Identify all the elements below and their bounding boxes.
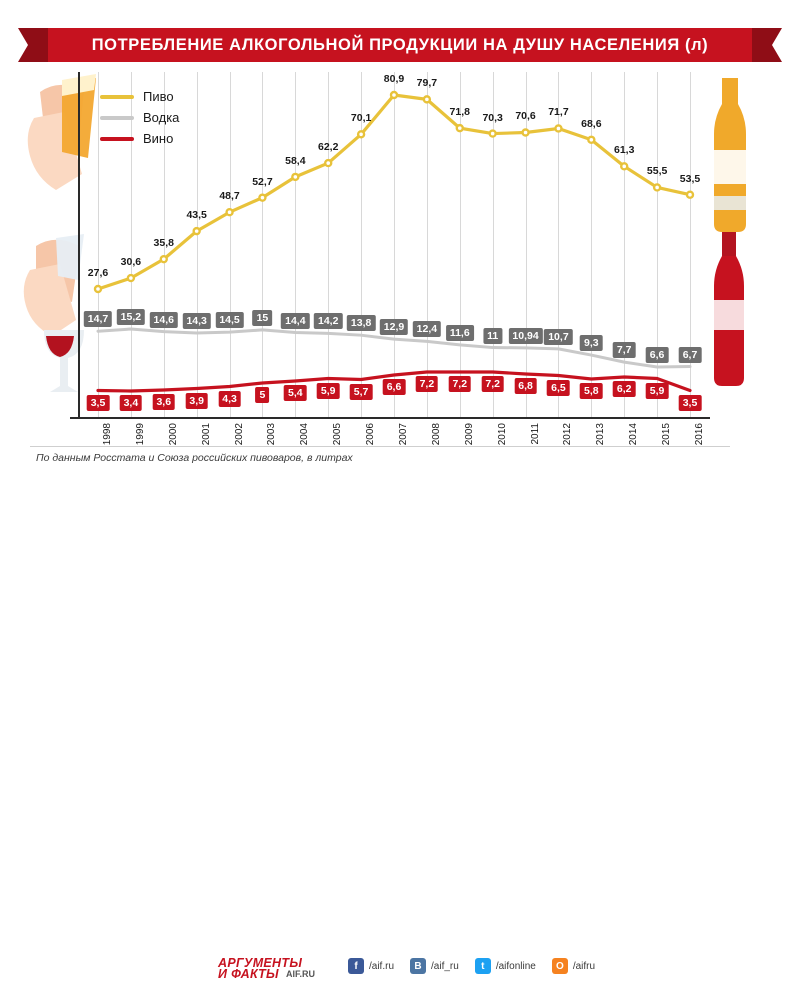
x-tick-label: 1999: [134, 423, 146, 446]
value-label: 6,5: [547, 380, 570, 396]
value-label: 7,2: [416, 376, 439, 392]
gridline: [98, 72, 99, 417]
value-label: 13,8: [347, 315, 375, 331]
value-label: 6,6: [646, 347, 669, 363]
aif-logo[interactable]: [218, 956, 333, 982]
odnoklassniki-icon: O: [552, 958, 568, 974]
value-label: 14,4: [281, 313, 309, 329]
value-label: 10,94: [508, 328, 542, 344]
logo-line-2: И ФАКТЫ: [218, 967, 279, 981]
value-label: 10,7: [544, 329, 572, 345]
title-ribbon-left: [18, 28, 48, 62]
value-label: 35,8: [153, 237, 174, 250]
value-label: 43,5: [186, 209, 207, 222]
x-tick-label: 2009: [463, 423, 475, 446]
gridline: [262, 72, 263, 417]
value-label: 6,8: [514, 378, 537, 394]
gridline: [295, 72, 296, 417]
value-label: 62,2: [318, 141, 339, 154]
value-label: 6,6: [383, 379, 406, 395]
title-banner: [18, 28, 782, 62]
social-handle: /aif_ru: [431, 960, 459, 972]
value-label: 6,2: [613, 381, 636, 397]
gridline: [657, 72, 658, 417]
social-links: [348, 958, 595, 974]
value-label: 27,6: [87, 267, 109, 279]
x-tick-label: 2005: [332, 423, 344, 446]
value-label: 4,3: [218, 391, 241, 407]
legend-label: Водка: [143, 110, 180, 125]
social-link[interactable]: [475, 958, 536, 974]
value-label: 3,5: [87, 395, 110, 411]
gridline: [328, 72, 329, 417]
gridline: [394, 72, 395, 417]
value-label: 15,2: [117, 309, 145, 325]
value-label: 70,1: [350, 112, 372, 125]
legend-swatch: [100, 116, 134, 120]
x-axis: [70, 417, 710, 419]
x-tick-label: 2006: [365, 423, 377, 446]
legend: [100, 86, 179, 149]
y-axis: [78, 72, 80, 419]
social-link[interactable]: [348, 958, 394, 974]
social-link[interactable]: [410, 958, 459, 974]
value-label: 70,6: [515, 110, 536, 123]
gridline: [690, 72, 691, 417]
title-ribbon-right: [752, 28, 782, 62]
value-label: 71,7: [548, 106, 569, 119]
value-label: 3,4: [120, 395, 143, 411]
value-label: 11: [483, 328, 502, 344]
twitter-icon: t: [475, 958, 491, 974]
footer-bar: [18, 474, 782, 981]
value-label: 71,8: [449, 106, 470, 119]
value-label: 5: [256, 387, 270, 403]
x-tick-label: 2013: [595, 423, 607, 446]
value-label: 61,3: [614, 144, 635, 157]
value-label: 14,6: [150, 312, 178, 328]
gridline: [427, 72, 428, 417]
legend-label: Вино: [143, 131, 174, 146]
value-label: 14,2: [314, 313, 342, 329]
value-label: 3,9: [185, 393, 208, 409]
value-label: 79,7: [416, 77, 438, 90]
legend-item[interactable]: [100, 86, 179, 107]
legend-item[interactable]: [100, 107, 179, 128]
legend-swatch: [100, 95, 134, 99]
logo-suffix: AIF.RU: [286, 969, 315, 979]
value-label: 5,7: [350, 384, 373, 400]
value-label: 14,7: [84, 311, 112, 327]
value-label: 9,3: [580, 335, 603, 351]
gridline: [558, 72, 559, 417]
gridline: [624, 72, 625, 417]
footnote: По данным Росстата и Союза российских пивоваров, в литрах: [36, 452, 353, 464]
x-tick-label: 2007: [398, 423, 409, 446]
page-title: ПОТРЕБЛЕНИЕ АЛКОГОЛЬНОЙ ПРОДУКЦИИ НА ДУШУ НАСЕЛЕНИЯ (л): [91, 36, 709, 54]
value-label: 58,4: [285, 154, 306, 167]
legend-item[interactable]: [100, 128, 179, 149]
social-link[interactable]: [552, 958, 595, 974]
value-label: 14,5: [215, 312, 243, 328]
x-tick-label: 2014: [628, 423, 640, 446]
value-label: 7,7: [613, 342, 636, 358]
x-tick-label: 2002: [233, 423, 245, 446]
x-tick-label: 2012: [562, 423, 574, 446]
x-tick-label: 2001: [200, 423, 212, 446]
value-label: 52,7: [252, 175, 273, 188]
value-label: 7,2: [481, 376, 504, 392]
x-tick-label: 2011: [529, 423, 541, 445]
value-label: 7,2: [448, 376, 471, 392]
value-label: 12,4: [413, 321, 441, 337]
value-label: 3,6: [152, 394, 175, 410]
value-label: 80,9: [383, 73, 405, 85]
value-label: 12,9: [380, 319, 408, 335]
x-tick-label: 2015: [661, 423, 673, 446]
gridline: [197, 72, 198, 417]
x-tick-label: 2000: [167, 423, 179, 446]
gridline: [526, 72, 527, 417]
social-handle: /aif.ru: [369, 960, 395, 972]
value-label: 3,5: [679, 395, 702, 411]
gridline: [493, 72, 494, 417]
x-tick-label: 1998: [102, 423, 113, 446]
value-label: 11,6: [446, 325, 474, 341]
legend-swatch: [100, 137, 134, 141]
value-label: 30,6: [120, 256, 142, 269]
social-handle: /aifru: [572, 960, 596, 972]
value-label: 5,8: [580, 383, 603, 399]
gridline: [460, 72, 461, 417]
legend-label: Пиво: [143, 89, 174, 104]
x-tick-label: 2008: [430, 423, 442, 446]
value-label: 53,5: [679, 172, 701, 185]
value-label: 68,6: [581, 117, 602, 130]
value-label: 48,7: [219, 190, 240, 203]
value-label: 5,4: [284, 385, 307, 401]
x-tick-label: 2010: [496, 423, 508, 446]
logo-line-1: АРГУМЕНТЫ: [218, 956, 303, 970]
value-label: 70,3: [482, 111, 503, 124]
value-label: 5,9: [646, 383, 669, 399]
value-label: 14,3: [182, 313, 210, 329]
footnote-divider: [30, 446, 730, 447]
value-label: 6,7: [679, 347, 702, 363]
x-tick-label: 2003: [266, 423, 278, 446]
social-handle: /aifonline: [495, 960, 536, 972]
title-bar: [48, 28, 752, 62]
gridline: [230, 72, 231, 417]
facebook-icon: f: [348, 958, 364, 974]
value-label: 5,9: [317, 383, 340, 399]
x-tick-label: 2004: [299, 423, 311, 446]
value-label: 55,5: [646, 165, 668, 178]
value-label: 15: [253, 310, 273, 326]
x-tick-label: 2016: [694, 423, 705, 446]
vk-icon: B: [410, 958, 426, 974]
